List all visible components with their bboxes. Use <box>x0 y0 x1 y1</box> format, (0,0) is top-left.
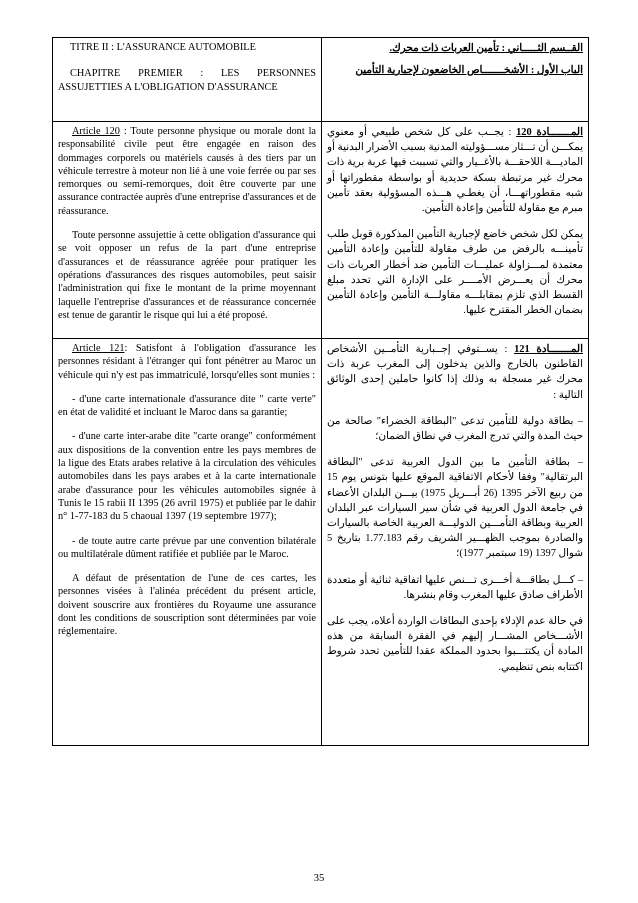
french-article-120-paragraph-1 <box>58 125 316 218</box>
arabic-article-120-cell <box>322 122 589 339</box>
arabic-chapter: الباب الأول : الأشخـــــــاص الخاضعون لإجبارية التأمين <box>355 65 583 77</box>
arabic-article-120-paragraph-1 <box>327 125 583 216</box>
arabic-article-121-item-1: – بطاقة دولية للتأمين تدعى "البطاقة الخضراء" صالحة من حيث المدة والتي تدرج المغرب في نطاق الضمان؛ <box>327 415 583 443</box>
french-article-120-cell <box>53 122 322 339</box>
arabic-article-121-item-2: – بطاقة التأمين ما بين الدول العربية تدعى "البطاقة البرتقالية" وفقا لأحكام الاتفاقية الموقع عليها بتونس يوم 15 من ربيع الآخر 1395 (26 أبـــريل 1975) بيـــن البلدان الأعضاء في جامعة الدول العربية في شأن سير السيارات عبر البلدان العربية وبطاقة التأمـــين الدوليـــة العربية الخاصة بالسيارات والصادرة بموجب الظهـــير الشريف رقم 1.77.183 بتاريخ 5 شوال 1397 (19 سبتمبر 1977)؛ <box>327 457 583 560</box>
french-article-121-intro <box>58 342 316 382</box>
article-121-row <box>53 339 589 746</box>
french-article-120-text-1: : Toute personne physique ou morale dont la responsabilité civile peut être engagée en raison des dommages corporels ou matériels causés à des tiers par un véhicule terrestre à moteur non lié à une voie ferrée ou par ses remorques ou semi-remorques, doit être couverte par une assurance contractée auprès d'une entreprise d'assurances et de réassurance. <box>58 126 317 217</box>
french-header-cell <box>53 38 322 122</box>
french-article-121-item-3: - de toute autre carte prévue par une convention bilatérale ou multilatérale dûment ratifiée et publiée par le Maroc. <box>58 535 316 560</box>
french-title: TITRE II : L'ASSURANCE AUTOMOBILE <box>70 42 256 53</box>
french-article-121-label: Article 121 <box>72 343 125 354</box>
arabic-article-120-text-1: : يجــب على كل شخص طبيعي أو معنوي يمكـــن أن تـــثار مســـؤوليته المدنية بسبب الأضرار البدنية أو الماديـــة اللاحقـــة بالأغــيار والتي تسببت فيها عربة برية ذات محرك غير مرتبطة بسكة حديدية أو بواسطة مقطوراتها أو شبه مقطوراتهـــا، أن يغطـي هـــذه المسؤولية بعقد تأمين مبرم مع مقاولة للتأمين وإعادة التأمين. <box>327 127 583 215</box>
bilingual-law-table <box>52 37 589 746</box>
arabic-article-120-label: المـــــــادة 120 <box>516 127 583 138</box>
french-article-121-cell <box>53 339 322 746</box>
arabic-article-121-intro <box>327 342 583 403</box>
arabic-header-cell <box>322 38 589 122</box>
french-chapter: CHAPITRE PREMIER : LES PERSONNES ASSUJETTIES A L'OBLIGATION D'ASSURANCE <box>58 68 316 93</box>
french-article-120-paragraph-2: Toute personne assujettie à cette obligation d'assurance qui se voit opposer un refus de la part d'une entreprise d'assurances et de réassurance agréée pour pratiquer les opérations d'assurances des risques automobiles, peut saisir l'administration qui fixe le montant de la prime moyennant laquelle l'entreprise d'assurances et de réassurance concernée est tenue de garantir le risque qui lui a été proposé. <box>58 230 316 321</box>
arabic-title: القــسم الثـــــاني : تأمين العربات ذات محرك. <box>389 43 583 54</box>
arabic-article-120-paragraph-2: يمكن لكل شخص خاضع لإجبارية التأمين المذكورة قوبل طلب تأمينـــه بالرفض من طرف مقاولة للتأمين وإعادة التأمين معتمدة لمـــزاولة عمليـــات التأمين ضد أخطار العربات ذات محرك أن يعـــرض الأمــــر على الإدارة التي تحدد مبلغ القسط الذي تلزم بمقابلـــه مقاولـــة التأمين وإعادة التأمين بضمان الخطر المقترح عليها. <box>327 229 583 317</box>
arabic-article-121-label: المـــــــادة 121 <box>514 344 583 355</box>
header-row <box>53 38 589 122</box>
arabic-article-121-cell <box>322 339 589 746</box>
french-article-121-item-2: - d'une carte inter-arabe dite "carte orange" conformément aux dispositions de la convention entre les pays membres de la ligue des Etats arabes relative à la circulation des véhicules automobiles dans les pays arabes et à la carte internationale arabe d'assurance pour les véhicules automobiles signée à Tunis le 15 rabii II 1395 (26 avril 1975) et publiée par le dahir n° 1-77-183 du 5 chaoual 1397 (19 septembre 1977); <box>58 431 316 523</box>
page-number: 35 <box>313 873 325 884</box>
french-article-120-label: Article 120 <box>72 126 120 137</box>
french-article-121-final: A défaut de présentation de l'une de ces cartes, les personnes visées à l'alinéa précédent du présent article, doivent souscrire aux frontières du Royaume une assurance dont les conditions de souscription sont déterminées par voie réglementaire. <box>58 573 316 638</box>
arabic-article-121-item-3: – كـــل بطاقـــة أخـــرى تـــنص عليها اتفاقية ثنائية أو متعددة الأطراف صادق عليها المغرب وقام بنشرها. <box>327 574 583 601</box>
arabic-article-121-intro-text: : يســتوفي إجــبارية التأمــين الأشخاص القاطنون بالخارج والذين يدخلون إلى المغرب عربة ذات محرك غير مسجلة به وذلك إذا كانوا حاملين إحدى الوثائق التالية : <box>327 344 583 401</box>
article-120-row <box>53 122 589 339</box>
french-article-121-intro-text: : Satisfont à l'obligation d'assurance les personnes résidant à l'étranger qui font pénétrer au Maroc un véhicule qui n'y est pas immatriculé, lorsqu'elles sont munies : <box>58 343 316 381</box>
arabic-article-121-final: في حالة عدم الإدلاء بإحدى البطاقات الواردة أعلاه، يجب على الأشـــخاص المشـــار إليهم في الفقرة السابقة من هذه المادة أن يكتتـــبوا بحدود المملكة عقدا للتأمين تحدد شروط اكتتابه بنص تنظيمي. <box>327 616 583 673</box>
french-article-121-item-1: - d'une carte internationale d'assurance dite " carte verte" en état de validité et incluant le Maroc dans sa garantie; <box>58 393 316 419</box>
